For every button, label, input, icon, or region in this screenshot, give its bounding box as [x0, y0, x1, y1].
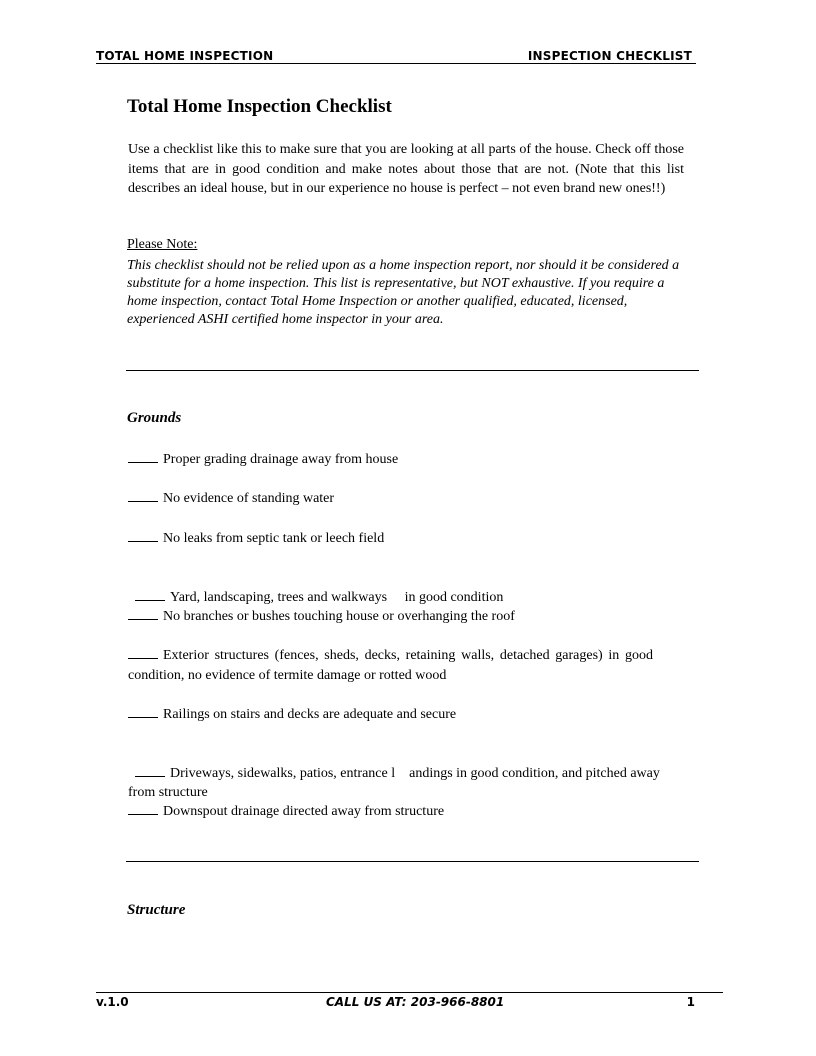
- checklist-item-text: Downspout drainage directed away from structure: [163, 804, 445, 819]
- header-company: TOTAL HOME INSPECTION: [96, 49, 274, 63]
- check-blank[interactable]: [128, 802, 158, 815]
- checklist-item-text: Yard, landscaping, trees and walkways in good condition: [170, 589, 504, 605]
- checklist-item: [128, 705, 668, 725]
- footer-version: v.1.0: [96, 995, 129, 1009]
- intro-text: Use a checklist like this to make sure that you are looking at all parts of the house. Check off those items that are in good condition and make notes about those that are not. (Note that this list describes an ideal house, but in our experience no house is perfect – not even brand new ones!!): [128, 142, 684, 196]
- check-blank[interactable]: [128, 450, 158, 463]
- checklist-item: [128, 646, 653, 685]
- checklist-item: [128, 744, 663, 803]
- check-blank[interactable]: [128, 607, 158, 620]
- section-title-grounds: Grounds: [127, 410, 182, 426]
- checklist-item: [128, 529, 668, 549]
- checklist-item: [128, 802, 668, 822]
- check-blank[interactable]: [128, 529, 158, 542]
- note-text: This checklist should not be relied upon as a home inspection report, nor should it be considered a substitute for a home inspection. This list is representative, but NOT exhaustive. If you require a home inspection, contact Total Home Inspection or another qualified, educated, licensed, experienced ASHI certified home inspector in your area.: [127, 258, 680, 327]
- checklist-item: [128, 489, 668, 509]
- section-title-structure: Structure: [127, 902, 186, 918]
- check-blank[interactable]: [128, 705, 158, 718]
- checklist-item-text: Driveways, sidewalks, patios, entrance l andings in good condition, and pitched away from structure: [128, 765, 664, 800]
- checklist-item-text: Proper grading drainage away from house: [163, 452, 399, 467]
- page-footer: [96, 992, 723, 1007]
- checklist-item: [128, 607, 668, 627]
- checklist-item-text: No leaks from septic tank or leech field: [163, 531, 385, 546]
- section-divider: [126, 370, 699, 371]
- footer-phone: CALL US AT: 203-966-8801: [326, 995, 505, 1009]
- check-blank[interactable]: [135, 588, 165, 601]
- checklist-item-text: No branches or bushes touching house or overhanging the roof: [163, 609, 515, 624]
- intro-paragraph: [128, 140, 684, 199]
- check-blank[interactable]: [128, 646, 158, 659]
- checklist-item-text: No evidence of standing water: [163, 491, 335, 506]
- checklist-item-text: Exterior structures (fences, sheds, decks, retaining walls, detached garages) in good condition, no evidence of termite damage or rotted wood: [128, 648, 653, 683]
- footer-page-number: 1: [686, 995, 695, 1009]
- checklist-item: [128, 568, 668, 607]
- note-label: Please Note:: [127, 237, 198, 252]
- document-title: Total Home Inspection Checklist: [127, 96, 392, 117]
- checklist-item: [128, 450, 668, 470]
- check-blank[interactable]: [128, 489, 158, 502]
- section-divider: [126, 861, 699, 862]
- page-header: [96, 48, 696, 64]
- check-blank[interactable]: [135, 764, 165, 777]
- header-doc-type: INSPECTION CHECKLIST: [527, 49, 692, 63]
- checklist-item-text: Railings on stairs and decks are adequate and secure: [163, 707, 457, 722]
